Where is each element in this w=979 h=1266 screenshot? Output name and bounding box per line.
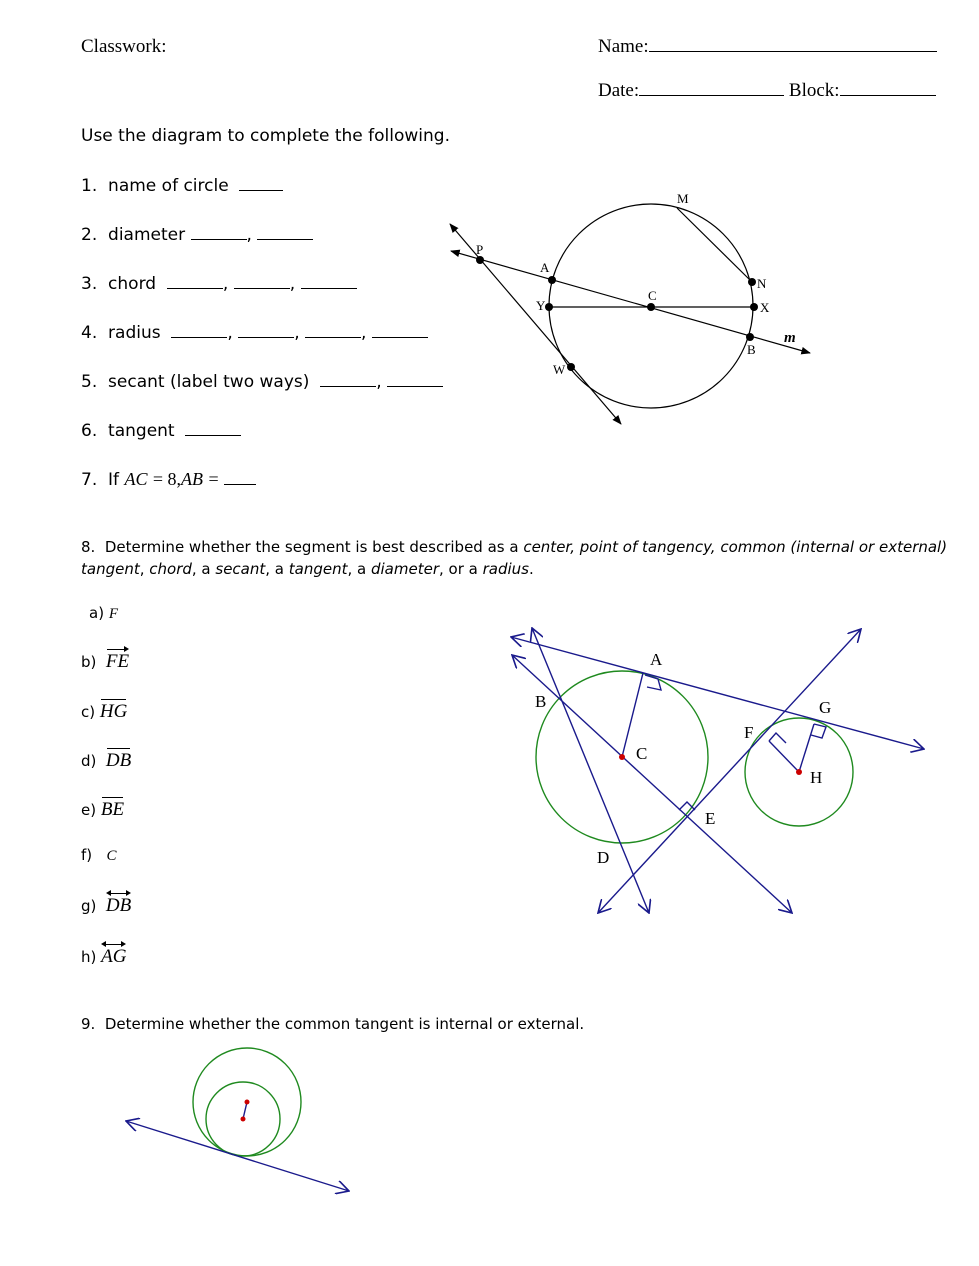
- answer-blank[interactable]: [191, 224, 247, 240]
- item-letter: f): [81, 846, 93, 864]
- q8-term: secant: [215, 560, 266, 578]
- label-b: B: [535, 692, 547, 711]
- radius-hf: [769, 741, 799, 772]
- question-number: 8.: [81, 538, 96, 556]
- question-text: If: [108, 470, 120, 490]
- math-equals: =: [208, 469, 219, 489]
- label-b: B: [747, 342, 756, 357]
- block-label: Block:: [788, 80, 840, 101]
- line-m: [451, 251, 810, 353]
- date-block-field[interactable]: [598, 80, 936, 102]
- answer-blank[interactable]: [185, 420, 241, 436]
- answer-blank[interactable]: [234, 273, 290, 289]
- answer-blank[interactable]: [305, 322, 361, 338]
- item-letter: a): [89, 604, 105, 622]
- line-ag: [511, 637, 924, 749]
- question-number: 2.: [81, 225, 98, 245]
- answer-blank[interactable]: [387, 371, 443, 387]
- label-c: C: [636, 744, 648, 763]
- symbol-line-db: [106, 895, 131, 917]
- symbol-line-ag: [101, 946, 126, 968]
- radius-hg: [799, 724, 814, 772]
- question-text: Determine whether the common tangent is internal or external.: [104, 1015, 585, 1033]
- question-text: chord: [108, 274, 157, 294]
- right-angle-f: [769, 733, 786, 743]
- label-a: A: [540, 260, 550, 275]
- line-db: [532, 628, 649, 913]
- q8-sep: , a: [191, 560, 216, 578]
- question-text: name of circle: [108, 176, 229, 196]
- label-p: P: [476, 242, 484, 257]
- q8-sep: , a: [265, 560, 289, 578]
- item-letter: d): [81, 752, 97, 770]
- point-b: [746, 333, 754, 341]
- question-5: 5. secant (label two ways) ,: [81, 371, 443, 392]
- center-h-point: [796, 769, 802, 775]
- q8-term: radius: [482, 560, 529, 578]
- item-letter: c): [81, 703, 96, 721]
- common-tangent-line: [126, 1121, 349, 1191]
- q8-item-f: [81, 846, 116, 865]
- label-f: F: [744, 723, 754, 742]
- q8-item-g: [81, 895, 131, 917]
- name-field[interactable]: [598, 36, 937, 58]
- date-label: Date:: [598, 80, 640, 101]
- point-x: [750, 303, 758, 311]
- q8-sep: ,: [139, 560, 150, 578]
- center-c-point: [619, 754, 625, 760]
- question-number: 6.: [81, 421, 98, 441]
- question-number: 5.: [81, 372, 98, 392]
- symbol-segment-be: BE: [100, 799, 125, 820]
- question-text: tangent: [108, 421, 175, 441]
- question-2: 2. diameter ,: [81, 224, 313, 245]
- date-blank[interactable]: [639, 80, 784, 96]
- question-number: 4.: [81, 323, 98, 343]
- symbol-segment-db: DB: [105, 750, 132, 771]
- chord-mn: [677, 208, 752, 282]
- answer-blank[interactable]: [372, 322, 428, 338]
- item-letter: e): [81, 801, 97, 819]
- question-8-line1: [81, 538, 947, 556]
- item-letter: g): [81, 897, 97, 915]
- center-small-point: [241, 1117, 246, 1122]
- symbol-text: DB: [105, 895, 132, 916]
- label-g: G: [819, 698, 832, 717]
- name-label: Name:: [598, 36, 649, 57]
- question-1: [81, 175, 283, 196]
- answer-blank[interactable]: [320, 371, 376, 387]
- q8-text-italic: center, point of tangency, common (internal or external): [523, 538, 948, 556]
- q8-term: tangent: [288, 560, 348, 578]
- points: [476, 256, 758, 371]
- q8-item-d: [81, 750, 131, 772]
- point-c: [647, 303, 655, 311]
- question-number: 7.: [81, 470, 98, 490]
- label-d: D: [597, 848, 610, 867]
- q8-item-a: [89, 604, 118, 623]
- q8-item-h: [81, 946, 126, 968]
- answer-blank[interactable]: [167, 273, 223, 289]
- item-letter: b): [81, 653, 97, 671]
- question-text: secant (label two ways): [108, 372, 310, 392]
- question-number: 1.: [81, 176, 98, 196]
- symbol-point-c: C: [106, 848, 117, 864]
- question-9: [81, 1015, 584, 1033]
- name-blank[interactable]: [649, 36, 937, 52]
- math-ac: AC: [124, 469, 148, 489]
- answer-blank[interactable]: [257, 224, 313, 240]
- question-number: 3.: [81, 274, 98, 294]
- line-be: [512, 655, 792, 913]
- label-e: E: [705, 809, 716, 828]
- math-equals-8: = 8,: [152, 469, 182, 489]
- symbol-segment-hg: HG: [99, 701, 128, 722]
- instructions: Use the diagram to complete the following.: [81, 126, 450, 146]
- q8-text: Determine whether the segment is best described as a: [104, 538, 524, 556]
- q8-sep: , or a: [438, 560, 483, 578]
- question-text: radius: [108, 323, 161, 343]
- q8-sep: , a: [347, 560, 371, 578]
- point-y: [545, 303, 553, 311]
- circle-secant-diagram: [440, 185, 830, 430]
- label-n: N: [757, 276, 767, 291]
- symbol-point-f: F: [108, 606, 118, 622]
- point-a: [548, 276, 556, 284]
- two-circles-tangent-diagram: [500, 620, 940, 920]
- center-large-point: [245, 1100, 250, 1105]
- q8-term: chord: [149, 560, 192, 578]
- point-n: [748, 278, 756, 286]
- question-3: 3. chord , ,: [81, 273, 357, 294]
- answer-blank[interactable]: [238, 322, 294, 338]
- answer-blank[interactable]: [171, 322, 227, 338]
- label-c: C: [648, 288, 657, 303]
- question-8-line2: [81, 560, 534, 578]
- point-w: [567, 363, 575, 371]
- q8-sep: .: [528, 560, 534, 578]
- label-w: W: [553, 362, 566, 377]
- label-m: M: [677, 191, 689, 206]
- math-ab: AB: [181, 469, 204, 489]
- answer-blank[interactable]: [224, 469, 256, 485]
- internally-tangent-circles-diagram: [115, 1040, 365, 1200]
- question-6: [81, 420, 241, 441]
- q8-item-c: [81, 701, 127, 723]
- answer-blank[interactable]: [301, 273, 357, 289]
- symbol-text: AG: [101, 946, 127, 967]
- question-number: 9.: [81, 1015, 96, 1033]
- question-text: diameter: [108, 225, 186, 245]
- question-4: 4. radius , , ,: [81, 322, 428, 343]
- point-p: [476, 256, 484, 264]
- label-x: X: [760, 300, 770, 315]
- label-h: H: [810, 768, 823, 787]
- answer-blank[interactable]: [239, 175, 283, 191]
- q8-item-e: [81, 799, 124, 821]
- q8-term: diameter: [370, 560, 439, 578]
- classwork-label: Classwork:: [81, 36, 167, 57]
- q8-item-b: [81, 651, 129, 673]
- question-7: [81, 469, 256, 490]
- q8-term: tangent: [81, 560, 140, 578]
- label-y: Y: [536, 298, 546, 313]
- item-letter: h): [81, 948, 97, 966]
- symbol-ray-fe: FE: [105, 651, 130, 672]
- label-a: A: [650, 650, 663, 669]
- center-segment: [243, 1102, 247, 1119]
- block-blank[interactable]: [840, 80, 936, 96]
- label-line-m: m: [784, 330, 796, 346]
